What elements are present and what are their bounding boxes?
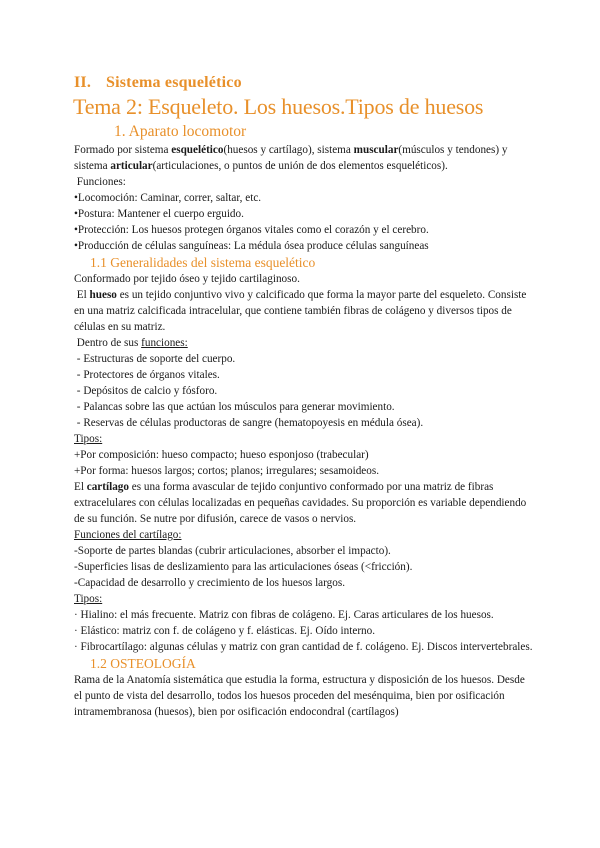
osteologia-paragraph: Rama de la Anatomía sistemática que estudia la forma, estructura y disposición de los huesos. Desde el punto de vista del desarrollo, todos los huesos proceden del mesénquima, bien por osificación intramembranosa (huesos), bien por osificación endocondral (cartílagos) [74,674,525,718]
funciones-label: Funciones: [74,176,126,188]
heading-osteologia: 1.2 OSTEOLOGÍA [90,656,196,671]
intro-paragraph [74,142,534,174]
list-item: +Por forma: huesos largos; cortos; planos; irregulares; sesamoideos. [74,465,380,477]
cartilago-tipos-label: Tipos: [74,593,103,605]
section-title: Sistema esquelético [106,74,242,91]
hueso-text-a: El [74,289,90,301]
tipos-label: Tipos: [74,433,103,445]
section-heading [74,73,534,93]
hueso-bold: hueso [89,289,117,301]
list-item: · Hialino: el más frecuente. Matriz con fibras de colágeno. Ej. Caras articulares de los huesos. [74,609,494,621]
intro-text-g: (articulaciones, o puntos de unión de dos elementos esqueléticos). [152,160,448,172]
list-item: -Capacidad de desarrollo y crecimiento de los huesos largos. [74,577,346,589]
funciones-underlined: funciones: [141,337,188,349]
heading-generalidades: 1.1 Generalidades del sistema esquelético [90,255,316,270]
hueso-text-c: es un tejido conjuntivo vivo y calcificado que forma la mayor parte del esqueleto. Consiste en una matriz calcificada intracelular, que contiene también fibras de colágeno y diversos tipos de células en su matriz. [74,289,527,333]
list-item: · Elástico: matriz con f. de colágeno y f. elásticas. Ej. Oído interno. [74,625,376,637]
list-item: •Producción de células sanguíneas: La médula ósea produce células sanguíneas [74,240,429,252]
intro-bold-esqueletico: esquelético [171,144,224,156]
list-item: -Superficies lisas de deslizamiento para las articulaciones óseas (<fricción). [74,561,413,573]
intro-bold-muscular: muscular [353,144,399,156]
cartilago-funciones-label: Funciones del cartílago: [74,529,182,541]
list-item: •Protección: Los huesos protegen órganos vitales como el corazón y el cerebro. [74,224,429,236]
list-item: - Palancas sobre las que actúan los músculos para generar movimiento. [74,401,395,413]
tema-title: Tema 2: Esqueleto. Los huesos.Tipos de huesos [73,94,484,119]
cartilago-text-c: es una forma avascular de tejido conjuntivo conformado por una matriz de fibras extracelulares con células localizadas en pequeñas cavidades. Su proporción es variable dependiendo de su función. Se nutre por difusión, carece de vasos o nervios. [74,481,527,525]
list-item: +Por composición: hueso compacto; hueso esponjoso (trabecular) [74,449,369,461]
dentro-text: Dentro de sus [74,337,142,349]
cartilago-text-a: El [74,481,87,493]
list-item: •Postura: Mantener el cuerpo erguido. [74,208,244,220]
hueso-paragraph [74,287,534,335]
document-content [74,73,534,720]
section-number: II. [74,74,92,91]
list-item: - Estructuras de soporte del cuerpo. [74,353,236,365]
heading-aparato-locomotor [114,122,534,142]
dentro-funciones [74,335,534,351]
intro-bold-articular: articular [110,160,153,172]
intro-text-a: Formado por sistema [74,144,172,156]
intro-text-c: (huesos y cartílago), sistema [223,144,354,156]
intro-text-e: (músculos y tendones) y sistema [74,144,508,172]
cartilago-bold: cartílago [86,481,129,493]
list-item: - Reservas de células productoras de sangre (hematopoyesis en médula ósea). [74,417,424,429]
list-item: -Soporte de partes blandas (cubrir articulaciones, absorber el impacto). [74,545,391,557]
heading-number: 1. [114,123,126,140]
list-item: •Locomoción: Caminar, correr, saltar, etc. [74,192,262,204]
conformado-paragraph: Conformado por tejido óseo y tejido cartilaginoso. [74,273,300,285]
list-item: · Fibrocartílago: algunas células y matriz con gran cantidad de f. colágeno. Ej. Discos intervertebrales. [74,641,533,653]
list-item: - Depósitos de calcio y fósforo. [74,385,218,397]
cartilago-paragraph [74,479,534,527]
heading-text: Aparato locomotor [128,123,247,140]
list-item: - Protectores de órganos vitales. [74,369,220,381]
